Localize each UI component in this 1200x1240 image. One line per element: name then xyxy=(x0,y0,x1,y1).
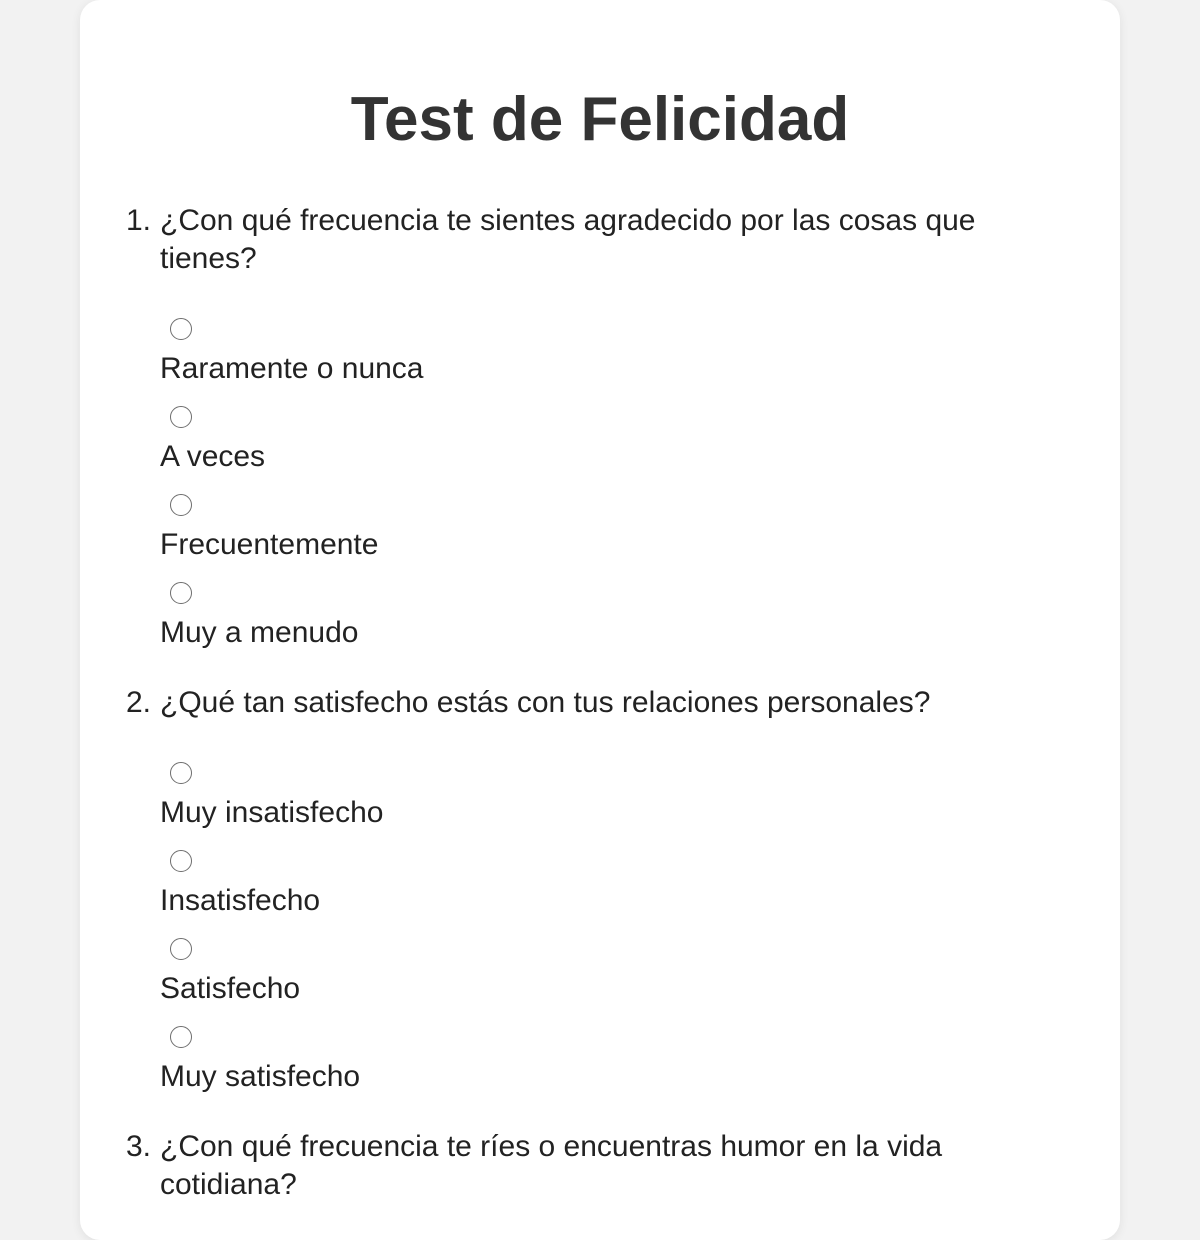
option-label: Raramente o nunca xyxy=(160,352,424,385)
question-1-option-2[interactable] xyxy=(160,406,760,494)
radio-button[interactable] xyxy=(170,582,192,604)
question-2-option-1[interactable] xyxy=(160,762,760,850)
question-1-option-1[interactable] xyxy=(160,318,760,406)
question-2-option-2[interactable] xyxy=(160,850,760,938)
option-label: A veces xyxy=(160,440,266,473)
radio-button[interactable] xyxy=(170,406,192,428)
question-1 xyxy=(126,202,1060,649)
option-label: Muy satisfecho xyxy=(160,1060,361,1093)
radio-button[interactable] xyxy=(170,938,192,960)
question-2-text: ¿Qué tan satisfecho estás con tus relaciones personales? xyxy=(160,686,931,719)
radio-button[interactable] xyxy=(170,494,192,516)
question-1-option-4[interactable] xyxy=(160,582,760,670)
question-3-number: 3. xyxy=(126,1130,152,1163)
radio-button[interactable] xyxy=(170,850,192,872)
question-2 xyxy=(126,684,1060,1093)
radio-button[interactable] xyxy=(170,762,192,784)
page-title: Test de Felicidad xyxy=(350,85,850,154)
question-2-number: 2. xyxy=(126,686,152,719)
option-label: Muy insatisfecho xyxy=(160,796,384,829)
option-label: Satisfecho xyxy=(160,972,301,1005)
option-label: Insatisfecho xyxy=(160,884,321,917)
question-2-text-block xyxy=(126,684,1060,722)
question-3 xyxy=(126,1128,1060,1204)
radio-button[interactable] xyxy=(170,1026,192,1048)
question-1-text: ¿Con qué frecuencia te sientes agradecido por las cosas que tienes? xyxy=(160,204,976,275)
radio-button[interactable] xyxy=(170,318,192,340)
question-3-text-block xyxy=(126,1128,1060,1204)
question-1-text-block xyxy=(126,202,1060,278)
question-3-text: ¿Con qué frecuencia te ríes o encuentras humor en la vida cotidiana? xyxy=(160,1130,943,1201)
option-label: Muy a menudo xyxy=(160,616,359,649)
question-2-option-4[interactable] xyxy=(160,1026,760,1114)
quiz-card xyxy=(80,0,1120,1240)
option-label: Frecuentemente xyxy=(160,528,379,561)
question-2-option-3[interactable] xyxy=(160,938,760,1026)
question-1-number: 1. xyxy=(126,204,152,237)
question-1-option-3[interactable] xyxy=(160,494,760,582)
